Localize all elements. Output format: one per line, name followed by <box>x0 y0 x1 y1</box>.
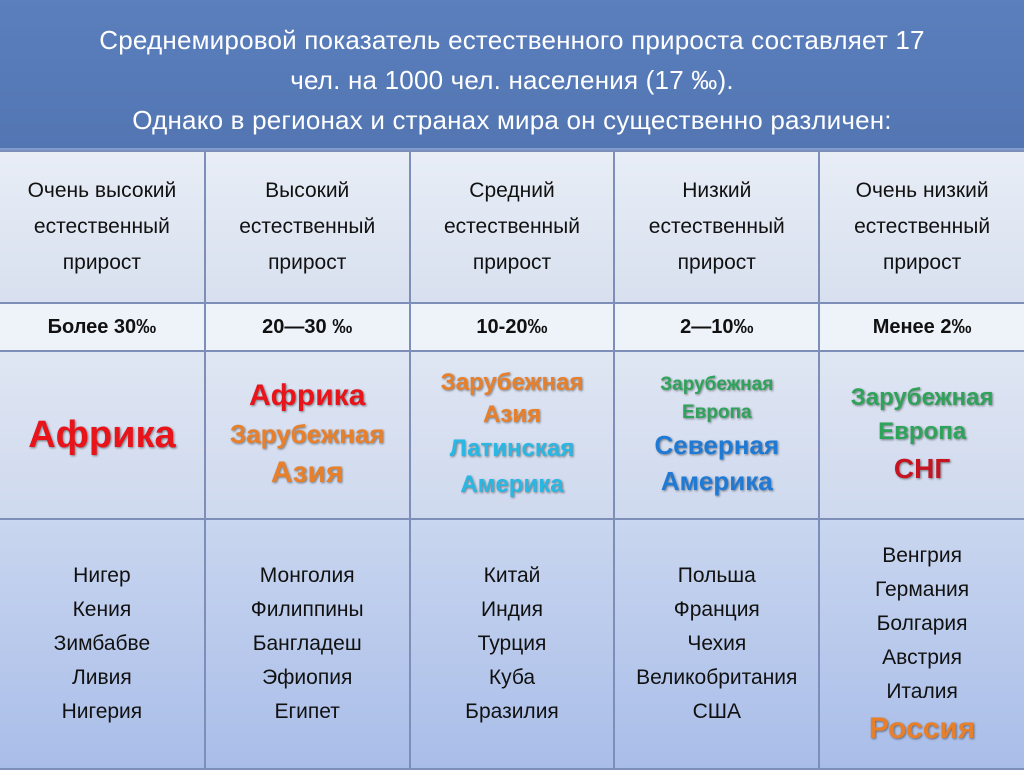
region-name: Зарубежная <box>229 419 385 449</box>
title-banner <box>0 0 1024 150</box>
country-name: Куба <box>488 666 536 689</box>
level-text: прирост <box>268 251 347 274</box>
level-text: прирост <box>62 251 142 274</box>
region-name: Зарубежная <box>440 369 584 396</box>
level-text: Низкий <box>682 179 752 202</box>
region-name: Азия <box>482 401 541 428</box>
country-name: Бангладеш <box>252 632 362 655</box>
region-name: Северная <box>654 430 780 460</box>
country-name: Великобритания <box>636 666 798 689</box>
level-text: естественный <box>33 215 170 238</box>
rate-cell: 10-20‰ <box>410 303 615 351</box>
country-name-highlight: Россия <box>868 712 976 745</box>
region-name: Европа <box>878 418 967 445</box>
level-text: Средний <box>469 179 555 202</box>
region-name: Европа <box>681 402 752 423</box>
region-name: Азия <box>270 456 344 489</box>
level-text: естественный <box>239 215 376 238</box>
level-text: Высокий <box>265 179 350 202</box>
country-name: Франция <box>673 598 760 621</box>
country-cell <box>0 519 205 769</box>
region-cell <box>819 351 1024 519</box>
region-cell <box>205 351 410 519</box>
level-cell <box>819 151 1024 303</box>
title-line-2: чел. на 1000 чел. населения (17 ‰). <box>290 65 734 95</box>
rate-cell: Менее 2‰ <box>819 303 1024 351</box>
rate-cell: Более 30‰ <box>0 303 205 351</box>
country-name: Монголия <box>259 564 355 587</box>
level-text: Очень низкий <box>855 179 989 202</box>
level-cell <box>614 151 819 303</box>
country-name: Бразилия <box>465 700 559 723</box>
region-name: Латинская <box>449 435 575 462</box>
country-cell <box>410 519 615 769</box>
region-cell <box>410 351 615 519</box>
country-name: Китай <box>483 564 541 587</box>
region-name: Америка <box>660 466 773 496</box>
country-name: Ливия <box>72 666 132 689</box>
country-name: Италия <box>886 680 958 703</box>
country-cell <box>819 519 1024 769</box>
country-name: Болгария <box>876 612 968 635</box>
region-name: Африка <box>249 379 366 412</box>
country-name: Нигер <box>73 564 131 587</box>
country-name: Кения <box>72 598 132 621</box>
country-name: Индия <box>480 598 544 621</box>
level-text: прирост <box>472 251 552 274</box>
level-text: естественный <box>444 215 580 238</box>
country-name: Эфиопия <box>262 666 353 689</box>
rate-cell: 2—10‰ <box>614 303 819 351</box>
country-name: США <box>692 700 741 723</box>
growth-level-row <box>0 151 1024 303</box>
country-name: Турция <box>477 632 547 655</box>
country-name: Филиппины <box>250 598 364 621</box>
level-cell <box>0 151 205 303</box>
region-cell <box>614 351 819 519</box>
country-name: Германия <box>875 578 970 601</box>
country-cell <box>205 519 410 769</box>
level-text: прирост <box>882 251 962 274</box>
title-line-1: Среднемировой показатель естественного прироста составляет 17 <box>99 25 925 55</box>
region-cell <box>0 351 205 519</box>
country-row <box>0 519 1024 769</box>
country-name: Зимбабве <box>53 632 151 655</box>
rate-cell: 20—30 ‰ <box>205 303 410 351</box>
region-row <box>0 351 1024 519</box>
level-text: Очень высокий <box>27 179 177 202</box>
region-name: Африка <box>28 414 176 456</box>
level-cell <box>205 151 410 303</box>
country-cell <box>614 519 819 769</box>
country-name: Польша <box>677 564 756 587</box>
title-line-3: Однако в регионах и странах мира он существенно различен: <box>132 105 892 135</box>
growth-table <box>0 150 1024 770</box>
country-name: Нигерия <box>61 700 143 723</box>
region-name: Америка <box>460 471 564 498</box>
growth-rate-row <box>0 303 1024 351</box>
level-text: прирост <box>677 251 756 274</box>
level-cell <box>410 151 615 303</box>
level-text: естественный <box>854 215 991 238</box>
country-name: Египет <box>274 700 340 723</box>
country-name: Чехия <box>687 632 747 655</box>
level-text: естественный <box>648 215 785 238</box>
region-name: Зарубежная <box>660 374 774 395</box>
region-name: СНГ <box>893 453 951 484</box>
region-name: Зарубежная <box>850 384 994 411</box>
country-name: Австрия <box>882 646 962 669</box>
country-name: Венгрия <box>882 544 962 567</box>
